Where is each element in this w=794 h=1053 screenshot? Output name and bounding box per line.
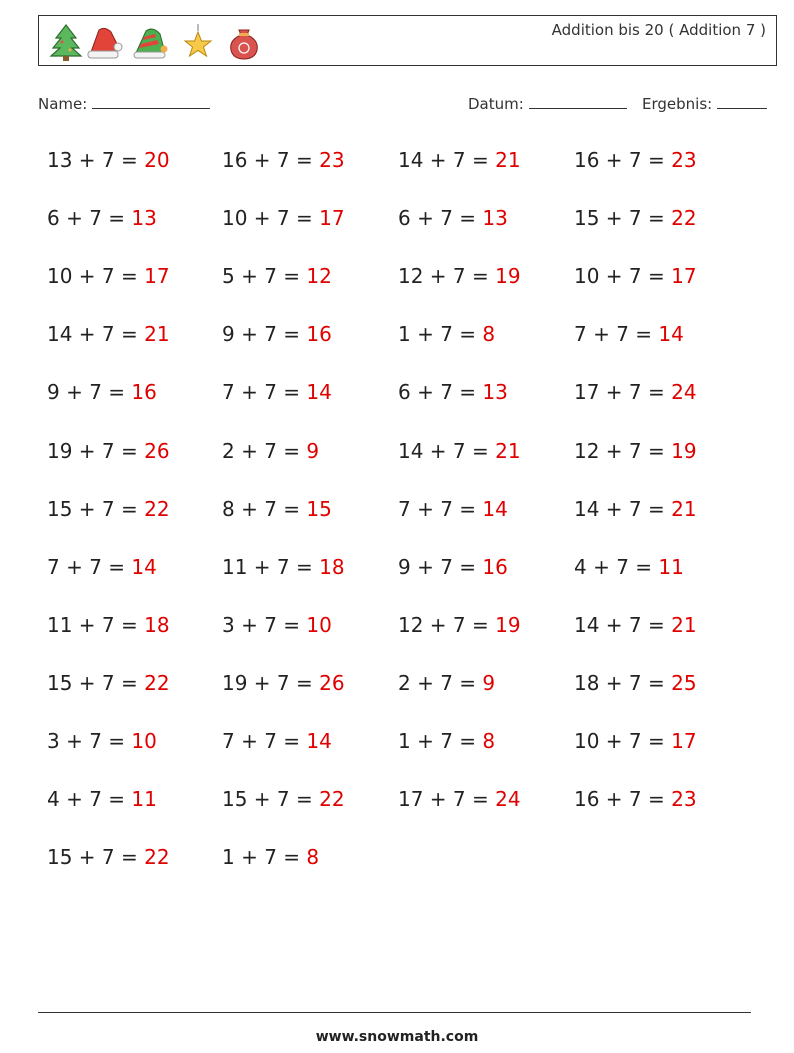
problem-answer: 21	[495, 148, 521, 172]
problem-question: 14 + 7 =	[398, 439, 496, 463]
problem-question: 14 + 7 =	[574, 613, 672, 637]
problem-item	[47, 555, 157, 579]
problem-question: 10 + 7 =	[47, 264, 145, 288]
problem-item	[222, 787, 345, 811]
problem-answer: 21	[671, 497, 697, 521]
gift-sack-icon	[225, 22, 263, 62]
problem-question: 2 + 7 =	[222, 439, 307, 463]
problem-item	[398, 787, 521, 811]
problem-item	[398, 729, 495, 753]
problem-answer: 8	[306, 845, 320, 869]
footer-url: www.snowmath.com	[315, 1029, 479, 1045]
problem-question: 9 + 7 =	[222, 322, 307, 346]
problem-answer: 22	[319, 787, 345, 811]
problem-item	[574, 322, 684, 346]
striped-elf-hat-icon	[131, 22, 169, 62]
problem-item	[47, 845, 170, 869]
problem-question: 5 + 7 =	[222, 264, 307, 288]
worksheet-header	[38, 15, 777, 66]
problem-item	[47, 322, 170, 346]
problem-question: 14 + 7 =	[398, 148, 496, 172]
problem-question: 4 + 7 =	[574, 555, 659, 579]
problem-question: 15 + 7 =	[47, 845, 145, 869]
problem-item	[222, 555, 345, 579]
star-icon	[179, 22, 217, 62]
problem-item	[47, 729, 157, 753]
problem-question: 9 + 7 =	[47, 380, 132, 404]
problem-item	[222, 671, 345, 695]
problem-item	[574, 613, 697, 637]
problem-item	[222, 845, 319, 869]
problem-item	[47, 264, 170, 288]
problem-answer: 22	[144, 845, 170, 869]
santa-hat-icon	[85, 22, 123, 62]
problem-item	[222, 148, 345, 172]
problem-question: 15 + 7 =	[47, 671, 145, 695]
problem-answer: 26	[319, 671, 345, 695]
problem-item	[574, 787, 697, 811]
problem-question: 7 + 7 =	[574, 322, 659, 346]
problem-question: 16 + 7 =	[574, 787, 672, 811]
problem-answer: 21	[144, 322, 170, 346]
problem-question: 7 + 7 =	[222, 729, 307, 753]
problem-question: 10 + 7 =	[574, 264, 672, 288]
problem-answer: 18	[144, 613, 170, 637]
problem-answer: 20	[144, 148, 170, 172]
problem-answer: 16	[306, 322, 332, 346]
problem-question: 19 + 7 =	[47, 439, 145, 463]
problem-answer: 18	[319, 555, 345, 579]
problem-item	[47, 497, 170, 521]
problem-question: 4 + 7 =	[47, 787, 132, 811]
worksheet-title: Addition bis 20 ( Addition 7 )	[551, 21, 766, 39]
problem-item	[222, 613, 332, 637]
problem-question: 2 + 7 =	[398, 671, 483, 695]
problem-item	[398, 264, 521, 288]
problem-question: 12 + 7 =	[398, 613, 496, 637]
problem-question: 8 + 7 =	[222, 497, 307, 521]
problem-item	[398, 206, 508, 230]
problem-question: 15 + 7 =	[574, 206, 672, 230]
problem-answer: 16	[131, 380, 157, 404]
problem-answer: 17	[671, 264, 697, 288]
name-label: Name:	[38, 95, 88, 113]
problem-answer: 12	[306, 264, 332, 288]
problem-item	[398, 148, 521, 172]
problem-answer: 10	[306, 613, 332, 637]
problem-item	[398, 671, 495, 695]
problem-item	[47, 439, 170, 463]
problem-question: 3 + 7 =	[47, 729, 132, 753]
problem-question: 6 + 7 =	[398, 380, 483, 404]
problem-question: 1 + 7 =	[398, 322, 483, 346]
problem-answer: 11	[658, 555, 684, 579]
problem-question: 17 + 7 =	[574, 380, 672, 404]
footer-divider	[38, 1012, 751, 1013]
problem-answer: 8	[482, 729, 496, 753]
problem-question: 11 + 7 =	[47, 613, 145, 637]
problem-question: 1 + 7 =	[398, 729, 483, 753]
problem-item	[47, 380, 157, 404]
problem-item	[574, 671, 697, 695]
problem-answer: 22	[144, 497, 170, 521]
problem-item	[574, 380, 697, 404]
problem-answer: 11	[131, 787, 157, 811]
problem-item	[222, 439, 319, 463]
problem-answer: 22	[144, 671, 170, 695]
problem-answer: 21	[495, 439, 521, 463]
problem-answer: 22	[671, 206, 697, 230]
problem-question: 17 + 7 =	[398, 787, 496, 811]
result-label: Ergebnis:	[642, 95, 713, 113]
problem-item	[47, 613, 170, 637]
problem-answer: 19	[495, 613, 521, 637]
problem-answer: 17	[671, 729, 697, 753]
problem-item	[398, 497, 508, 521]
name-blank[interactable]	[92, 94, 210, 109]
problem-item	[574, 206, 697, 230]
problem-answer: 24	[495, 787, 521, 811]
problem-answer: 9	[306, 439, 320, 463]
problem-item	[47, 148, 170, 172]
problem-item	[574, 555, 684, 579]
problem-item	[222, 322, 332, 346]
problem-question: 11 + 7 =	[222, 555, 320, 579]
problem-answer: 16	[482, 555, 508, 579]
date-field[interactable]	[468, 94, 627, 113]
problem-question: 19 + 7 =	[222, 671, 320, 695]
problem-item	[398, 613, 521, 637]
problem-question: 10 + 7 =	[574, 729, 672, 753]
problem-question: 18 + 7 =	[574, 671, 672, 695]
problem-item	[47, 787, 157, 811]
christmas-tree-icon	[47, 22, 85, 62]
problem-item	[222, 264, 332, 288]
problem-answer: 23	[671, 787, 697, 811]
problem-item	[574, 439, 697, 463]
problem-answer: 14	[482, 497, 508, 521]
problem-question: 14 + 7 =	[574, 497, 672, 521]
problem-question: 7 + 7 =	[47, 555, 132, 579]
problem-question: 12 + 7 =	[398, 264, 496, 288]
problem-answer: 14	[306, 380, 332, 404]
problem-item	[47, 206, 157, 230]
problem-question: 16 + 7 =	[574, 148, 672, 172]
date-blank[interactable]	[529, 94, 627, 109]
problem-question: 9 + 7 =	[398, 555, 483, 579]
problem-question: 13 + 7 =	[47, 148, 145, 172]
problem-item	[47, 671, 170, 695]
problem-item	[222, 380, 332, 404]
problem-item	[574, 148, 697, 172]
problem-item	[398, 322, 495, 346]
problem-question: 10 + 7 =	[222, 206, 320, 230]
problem-question: 14 + 7 =	[47, 322, 145, 346]
problem-answer: 26	[144, 439, 170, 463]
problem-question: 7 + 7 =	[398, 497, 483, 521]
problem-question: 6 + 7 =	[47, 206, 132, 230]
problem-item	[398, 439, 521, 463]
problem-answer: 19	[495, 264, 521, 288]
problem-answer: 23	[319, 148, 345, 172]
problem-question: 15 + 7 =	[47, 497, 145, 521]
date-label: Datum:	[468, 95, 524, 113]
problem-item	[574, 497, 697, 521]
problem-item	[574, 264, 697, 288]
problem-answer: 14	[306, 729, 332, 753]
problem-item	[222, 729, 332, 753]
problem-answer: 23	[671, 148, 697, 172]
problem-answer: 17	[319, 206, 345, 230]
problem-question: 15 + 7 =	[222, 787, 320, 811]
problem-question: 3 + 7 =	[222, 613, 307, 637]
problem-answer: 24	[671, 380, 697, 404]
problem-question: 1 + 7 =	[222, 845, 307, 869]
problem-item	[222, 497, 332, 521]
problem-answer: 13	[482, 206, 508, 230]
result-field[interactable]	[642, 94, 767, 113]
problem-answer: 13	[482, 380, 508, 404]
problem-answer: 21	[671, 613, 697, 637]
problem-question: 12 + 7 =	[574, 439, 672, 463]
problem-answer: 17	[144, 264, 170, 288]
problem-answer: 25	[671, 671, 697, 695]
problem-answer: 9	[482, 671, 496, 695]
problem-answer: 10	[131, 729, 157, 753]
problem-item	[398, 380, 508, 404]
problem-answer: 15	[306, 497, 332, 521]
problem-item	[222, 206, 345, 230]
problem-answer: 8	[482, 322, 496, 346]
result-blank[interactable]	[717, 94, 767, 109]
problem-item	[574, 729, 697, 753]
problem-item	[398, 555, 508, 579]
problem-answer: 19	[671, 439, 697, 463]
problem-answer: 14	[131, 555, 157, 579]
problem-answer: 14	[658, 322, 684, 346]
problem-question: 6 + 7 =	[398, 206, 483, 230]
problem-answer: 13	[131, 206, 157, 230]
problem-question: 16 + 7 =	[222, 148, 320, 172]
name-field[interactable]	[38, 94, 210, 113]
problem-question: 7 + 7 =	[222, 380, 307, 404]
